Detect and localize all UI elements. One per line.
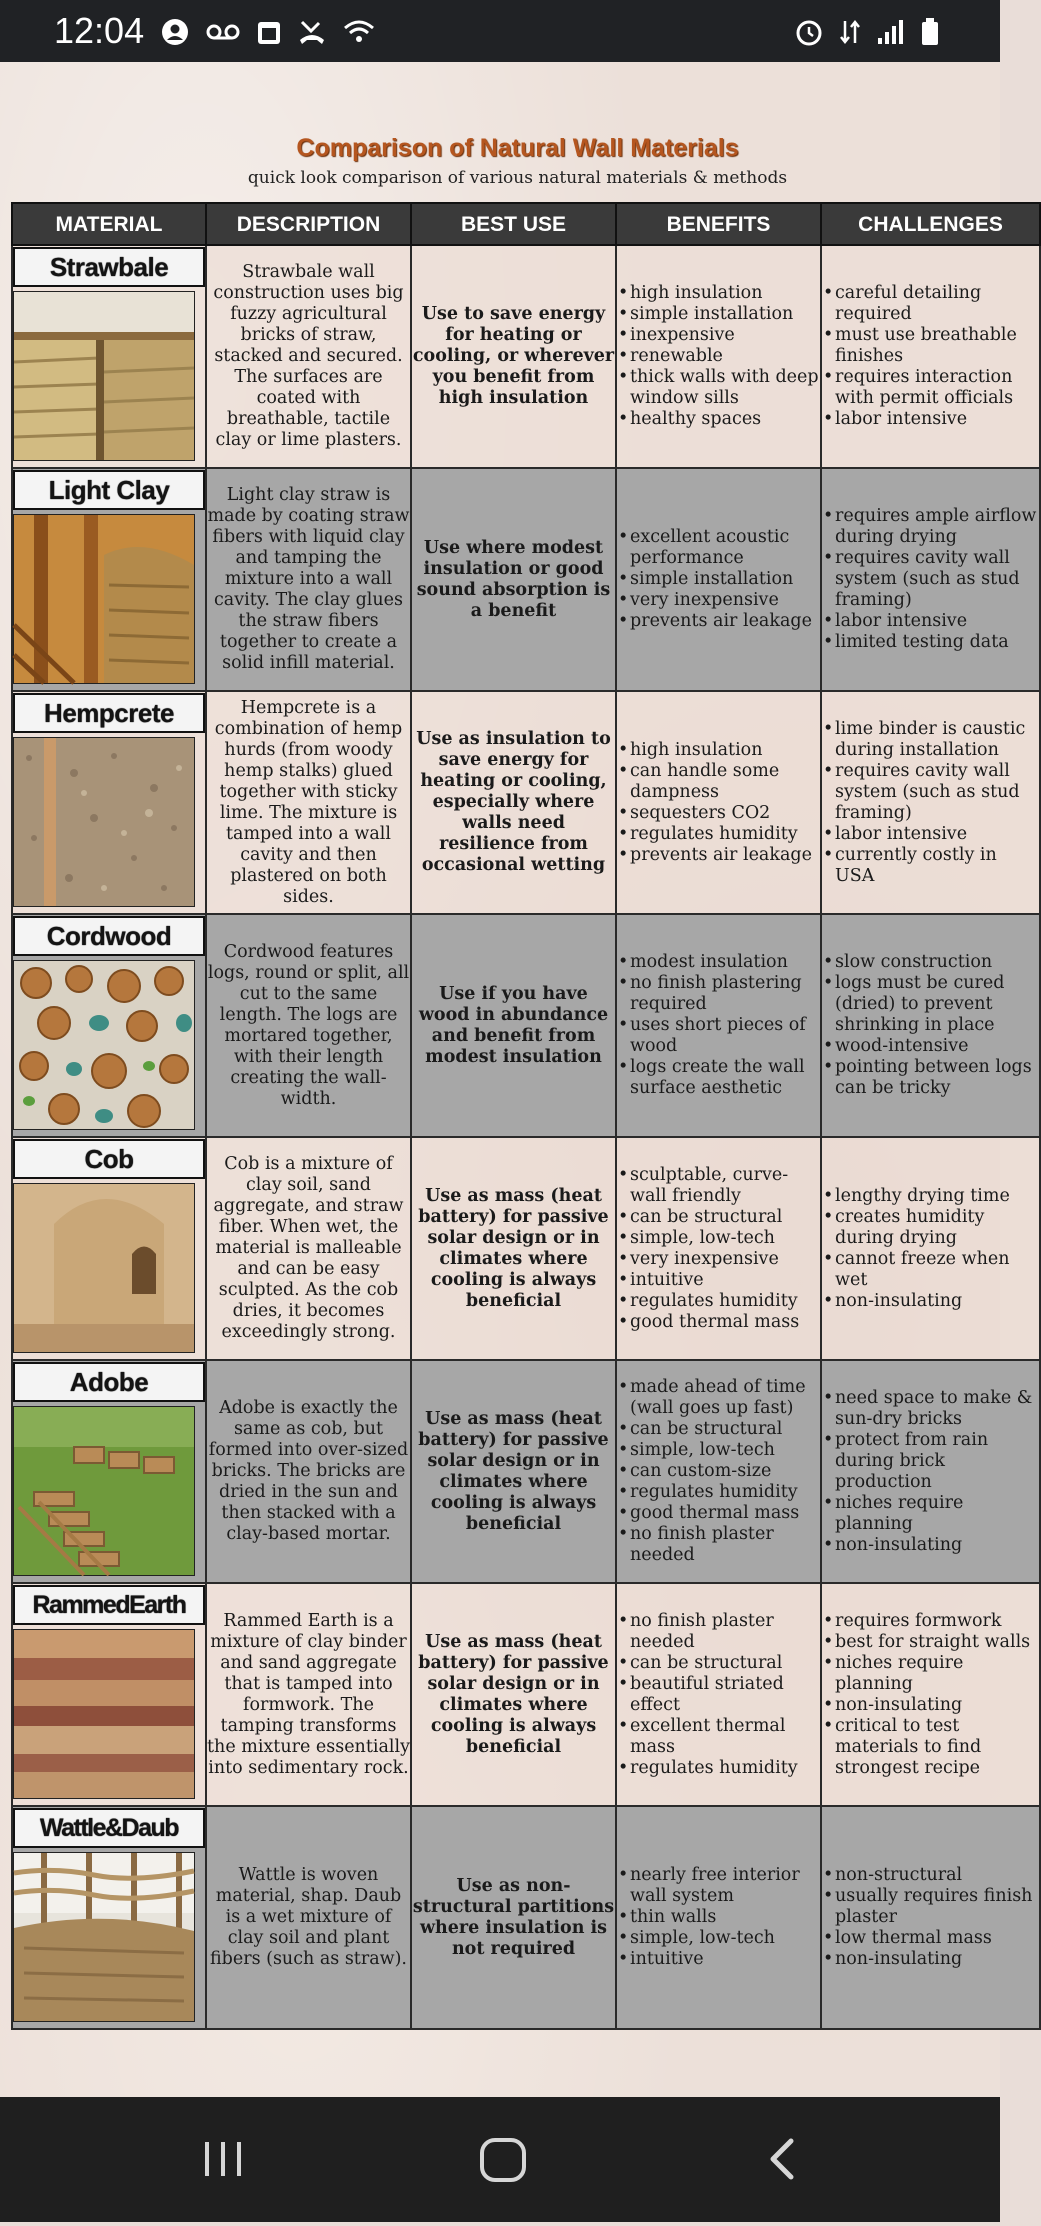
challenge-item: • labor intensive — [822, 824, 1039, 845]
benefit-item: • simple, low-tech — [617, 1440, 820, 1461]
adobe-photo — [13, 1406, 195, 1576]
challenge-item: • lime binder is caustic during installation — [822, 719, 1039, 761]
challenges-cell — [821, 691, 1040, 914]
benefit-item: • healthy spaces — [617, 409, 820, 430]
benefit-item: • made ahead of time (wall goes up fast) — [617, 1377, 820, 1419]
challenge-item: • requires cavity wall system (such as stud framing) — [822, 761, 1039, 824]
benefits-cell — [616, 1806, 821, 2029]
material-cell — [12, 1360, 206, 1583]
best-use-cell: Use as insulation to save energy for heating or cooling, especially where walls need resilience from occasional wetting — [411, 691, 616, 914]
challenge-item: • pointing between logs can be tricky — [822, 1057, 1039, 1099]
benefit-item: • can handle some dampness — [617, 761, 820, 803]
status-bar — [0, 0, 1000, 62]
hempcrete-photo — [13, 737, 195, 907]
benefit-item: • intuitive — [617, 1270, 820, 1291]
back-icon — [723, 2097, 843, 2222]
best-use-cell: Use as mass (heat battery) for passive solar design or in climates where cooling is always beneficial — [411, 1583, 616, 1806]
material-name: RammedEarth — [13, 1585, 205, 1625]
description-cell: Wattle is woven material, shap. Daub is a wet mixture of clay soil and plant fibers (such as straw). — [206, 1806, 411, 2029]
material-cell — [12, 468, 206, 691]
table-row — [12, 1360, 1040, 1583]
best-use-cell: Use as non-structural partitions where insulation is not required — [411, 1806, 616, 2029]
challenges-cell — [821, 468, 1040, 691]
benefit-item: • can custom-size — [617, 1461, 820, 1482]
signal-icon — [876, 18, 906, 46]
cordwood-photo — [13, 960, 195, 1130]
benefit-item: • nearly free interior wall system — [617, 1865, 820, 1907]
challenge-item: • logs must be cured (dried) to prevent shrinking in place — [822, 973, 1039, 1036]
challenge-item: • non-insulating — [822, 1695, 1039, 1716]
description-cell: Rammed Earth is a mixture of clay binder and sand aggregate that is tamped into formwork. The tamping transforms the mixture essentially into sedimentary rock. — [206, 1583, 411, 1806]
table-row — [12, 1583, 1040, 1806]
material-name: Hempcrete — [13, 693, 205, 733]
table-row — [12, 914, 1040, 1137]
challenge-item: • requires ample airflow during drying — [822, 506, 1039, 548]
benefit-item: • can be structural — [617, 1419, 820, 1440]
challenge-item: • usually requires finish plaster — [822, 1886, 1039, 1928]
benefit-item: • no finish plaster needed — [617, 1524, 820, 1566]
column-header-challenges: CHALLENGES — [821, 203, 1040, 245]
column-header-material: MATERIAL — [12, 203, 206, 245]
page-title: Comparison of Natural Wall Materials — [296, 134, 739, 162]
benefit-item: • renewable — [617, 346, 820, 367]
challenges-cell — [821, 1137, 1040, 1360]
description-cell: Strawbale wall construction uses big fuzzy agricultural bricks of straw, stacked and secured. The surfaces are coated with breathable, tactile clay or lime plasters. — [206, 245, 411, 468]
challenges-cell — [821, 1360, 1040, 1583]
benefit-item: • prevents air leakage — [617, 611, 820, 632]
benefit-item: • regulates humidity — [617, 1291, 820, 1312]
benefit-item: • excellent acoustic performance — [617, 527, 820, 569]
benefit-item: • logs create the wall surface aesthetic — [617, 1057, 820, 1099]
description-cell: Hempcrete is a combination of hemp hurds (from woody hemp stalks) glued together with sticky lime. The mixture is tamped into a wall cavity and then plastered on both sides. — [206, 691, 411, 914]
challenge-item: • non-insulating — [822, 1949, 1039, 1970]
comparison-table — [11, 202, 1041, 2030]
best-use-cell: Use where modest insulation or good sound absorption is a benefit — [411, 468, 616, 691]
benefit-item: • beautiful striated effect — [617, 1674, 820, 1716]
status-time: 12:04 — [54, 10, 145, 51]
recent-apps-icon — [163, 2097, 283, 2222]
challenge-item: • requires interaction with permit officials — [822, 367, 1039, 409]
best-use-cell: Use as mass (heat battery) for passive solar design or in climates where cooling is always beneficial — [411, 1137, 616, 1360]
benefit-item: • high insulation — [617, 740, 820, 761]
benefit-item: • very inexpensive — [617, 1249, 820, 1270]
challenge-item: • careful detailing required — [822, 283, 1039, 325]
description-cell: Cob is a mixture of clay soil, sand aggregate, and straw fiber. When wet, the material is malleable and can be easy sculpted. As the cob dries, it becomes exceedingly strong. — [206, 1137, 411, 1360]
benefits-cell — [616, 468, 821, 691]
benefit-item: • thin walls — [617, 1907, 820, 1928]
recent-apps-button[interactable] — [163, 2097, 283, 2222]
page-subtitle: quick look comparison of various natural materials & methods — [247, 168, 788, 188]
benefit-item: • excellent thermal mass — [617, 1716, 820, 1758]
challenges-cell — [821, 1583, 1040, 1806]
benefit-item: • regulates humidity — [617, 1482, 820, 1503]
benefits-cell — [616, 914, 821, 1137]
benefit-item: • intuitive — [617, 1949, 820, 1970]
material-cell — [12, 245, 206, 468]
benefit-item: • no finish plastering required — [617, 973, 820, 1015]
wifi-icon — [343, 18, 377, 46]
table-row — [12, 1806, 1040, 2029]
best-use-cell: Use as mass (heat battery) for passive solar design or in climates where cooling is always beneficial — [411, 1360, 616, 1583]
benefits-cell — [616, 1360, 821, 1583]
challenge-item: • best for straight walls — [822, 1632, 1039, 1653]
description-cell: Adobe is exactly the same as cob, but formed into over-sized bricks. The bricks are dried in the sun and then stacked with a clay-based mortar. — [206, 1360, 411, 1583]
challenge-item: • need space to make & sun-dry bricks — [822, 1388, 1039, 1430]
benefit-item: • no finish plaster needed — [617, 1611, 820, 1653]
challenge-item: • labor intensive — [822, 611, 1039, 632]
benefit-item: • regulates humidity — [617, 824, 820, 845]
challenge-item: • slow construction — [822, 952, 1039, 973]
benefit-item: • sequesters CO2 — [617, 803, 820, 824]
challenge-item: • wood-intensive — [822, 1036, 1039, 1057]
benefit-item: • simple, low-tech — [617, 1928, 820, 1949]
material-name: Wattle&Daub — [13, 1808, 205, 1848]
material-name: Cob — [13, 1139, 205, 1179]
best-use-cell: Use to save energy for heating or cooling, or wherever you benefit from high insulation — [411, 245, 616, 468]
material-cell — [12, 1583, 206, 1806]
challenges-cell — [821, 1806, 1040, 2029]
benefit-item: • inexpensive — [617, 325, 820, 346]
challenge-item: • non-insulating — [822, 1291, 1039, 1312]
status-left-icons — [160, 14, 377, 47]
challenge-item: • currently costly in USA — [822, 845, 1039, 887]
challenge-item: • limited testing data — [822, 632, 1039, 653]
challenge-item: • cannot freeze when wet — [822, 1249, 1039, 1291]
status-right-icons — [793, 14, 940, 47]
challenge-item: • protect from rain during brick production — [822, 1430, 1039, 1493]
benefit-item: • very inexpensive — [617, 590, 820, 611]
challenge-item: • non-structural — [822, 1865, 1039, 1886]
challenge-item: • must use breathable finishes — [822, 325, 1039, 367]
wattle-daub-photo — [13, 1852, 195, 2022]
benefit-item: • regulates humidity — [617, 1758, 820, 1779]
challenge-item: • niches require planning — [822, 1653, 1039, 1695]
challenges-cell — [821, 245, 1040, 468]
benefits-cell — [616, 245, 821, 468]
challenge-item: • creates humidity during drying — [822, 1207, 1039, 1249]
back-button[interactable] — [723, 2097, 843, 2222]
challenge-item: • low thermal mass — [822, 1928, 1039, 1949]
challenge-item: • critical to test materials to find strongest recipe — [822, 1716, 1039, 1779]
challenge-item: • non-insulating — [822, 1535, 1039, 1556]
benefit-item: • good thermal mass — [617, 1503, 820, 1524]
challenge-item: • requires cavity wall system (such as stud framing) — [822, 548, 1039, 611]
light-clay-photo — [13, 514, 195, 684]
strawbale-photo — [13, 291, 195, 461]
benefit-item: • simple installation — [617, 569, 820, 590]
benefits-cell — [616, 1137, 821, 1360]
table-row — [12, 245, 1040, 468]
home-icon — [443, 2097, 563, 2222]
voicemail-icon — [206, 22, 240, 42]
material-cell — [12, 691, 206, 914]
benefit-item: • can be structural — [617, 1207, 820, 1228]
challenge-item: • lengthy drying time — [822, 1186, 1039, 1207]
column-header-best-use: BEST USE — [411, 203, 616, 245]
table-row — [12, 468, 1040, 691]
benefit-item: • simple installation — [617, 304, 820, 325]
account-icon — [160, 17, 190, 47]
cob-photo — [13, 1183, 195, 1353]
challenge-item: • niches require planning — [822, 1493, 1039, 1535]
material-cell — [12, 1806, 206, 2029]
infographic-page — [0, 62, 1037, 2097]
benefit-item: • sculptable, curve-wall friendly — [617, 1165, 820, 1207]
table-row — [12, 691, 1040, 914]
column-header-benefits: BENEFITS — [616, 203, 821, 245]
data-icon — [838, 17, 862, 47]
material-name: Light Clay — [13, 470, 205, 510]
challenges-cell — [821, 914, 1040, 1137]
benefits-cell — [616, 691, 821, 914]
benefit-item: • prevents air leakage — [617, 845, 820, 866]
missed-call-icon — [297, 18, 327, 46]
description-cell: Light clay straw is made by coating straw fibers with liquid clay and tamping the mixture into a wall cavity. The clay glues the straw fibers together to create a solid infill material. — [206, 468, 411, 691]
benefit-item: • thick walls with deep window sills — [617, 367, 820, 409]
column-header-description: DESCRIPTION — [206, 203, 411, 245]
material-name: Strawbale — [13, 247, 205, 287]
benefit-item: • uses short pieces of wood — [617, 1015, 820, 1057]
description-cell: Cordwood features logs, round or split, all cut to the same length. The logs are mortared together, with their length creating the wall-width. — [206, 914, 411, 1137]
home-button[interactable] — [443, 2097, 563, 2222]
table-row — [12, 1137, 1040, 1360]
calendar-icon — [256, 18, 282, 46]
navigation-bar — [0, 2097, 1000, 2222]
material-cell — [12, 914, 206, 1137]
benefit-item: • simple, low-tech — [617, 1228, 820, 1249]
material-name: Cordwood — [13, 916, 205, 956]
benefits-cell — [616, 1583, 821, 1806]
benefit-item: • good thermal mass — [617, 1312, 820, 1333]
material-cell — [12, 1137, 206, 1360]
alarm-icon — [793, 17, 825, 47]
benefit-item: • can be structural — [617, 1653, 820, 1674]
table-header-row — [12, 203, 1040, 245]
benefit-item: • high insulation — [617, 283, 820, 304]
battery-icon — [920, 17, 940, 47]
challenge-item: • requires formwork — [822, 1611, 1039, 1632]
challenge-item: • labor intensive — [822, 409, 1039, 430]
material-name: Adobe — [13, 1362, 205, 1402]
benefit-item: • modest insulation — [617, 952, 820, 973]
best-use-cell: Use if you have wood in abundance and benefit from modest insulation — [411, 914, 616, 1137]
rammed-earth-photo — [13, 1629, 195, 1799]
